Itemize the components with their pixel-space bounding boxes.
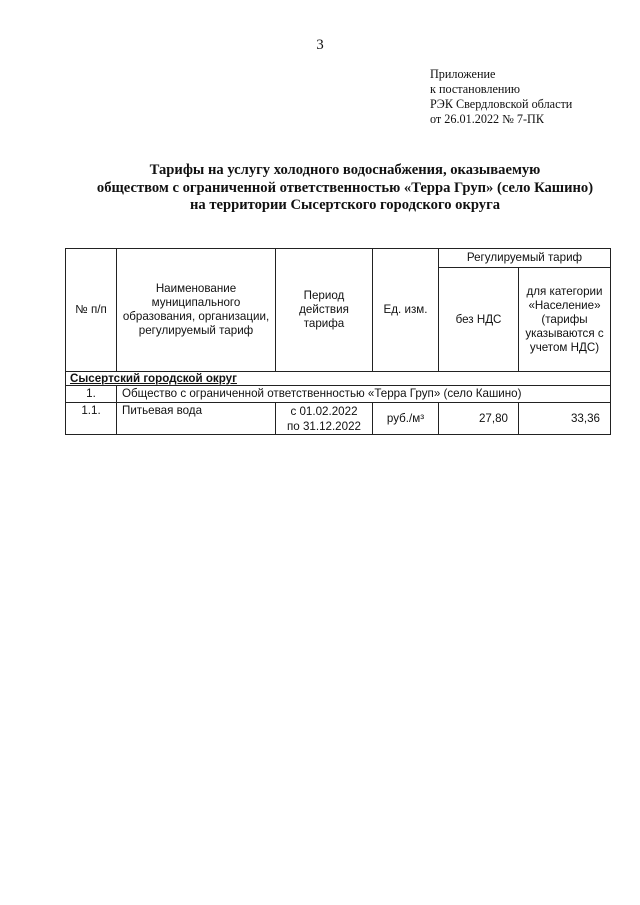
appendix-line-2: к постановлению: [430, 82, 521, 96]
appendix-line-1: Приложение: [430, 67, 496, 81]
table-row: [66, 403, 611, 435]
appendix-line-3: РЭК Свердловской области: [430, 97, 573, 111]
org-num: 1.: [66, 386, 117, 403]
item-period: [276, 403, 373, 435]
item-population: 33,36: [519, 403, 611, 435]
region-name: Сысертский городской округ: [66, 372, 611, 386]
item-period-to: по 31.12.2022: [287, 419, 361, 433]
item-name: Питьевая вода: [117, 403, 276, 435]
region-row: [66, 372, 611, 386]
org-row: [66, 386, 611, 403]
header-unit: Ед. изм.: [373, 249, 439, 372]
org-name: Общество с ограниченной ответственностью «Терра Груп» (село Кашино): [117, 386, 611, 403]
page-number: 3: [316, 37, 324, 53]
header-name: Наименование муниципального образования, организации, регулируемый тариф: [117, 249, 276, 372]
title-line-3: на территории Сысертского городского округа: [189, 197, 501, 213]
header-no-vat: без НДС: [439, 268, 519, 372]
appendix-line-4: от 26.01.2022 № 7-ПК: [430, 112, 544, 126]
header-population: для категории «Население» (тарифы указываются с учетом НДС): [519, 268, 611, 372]
header-num: № п/п: [66, 249, 117, 372]
item-period-from: с 01.02.2022: [290, 404, 358, 418]
header-tariff-group: Регулируемый тариф: [439, 249, 611, 268]
document-title: [0, 162, 640, 215]
item-no-vat: 27,80: [439, 403, 519, 435]
item-num: 1.1.: [66, 403, 117, 435]
tariff-table: [65, 248, 611, 435]
title-line-1: Тарифы на услугу холодного водоснабжения, оказываемую: [149, 162, 541, 178]
item-unit: руб./м³: [373, 403, 439, 435]
title-line-2: обществом с ограниченной ответственностью «Терра Груп» (село Кашино): [96, 179, 594, 196]
appendix-block: [430, 67, 572, 127]
header-period: Период действия тарифа: [276, 249, 373, 372]
